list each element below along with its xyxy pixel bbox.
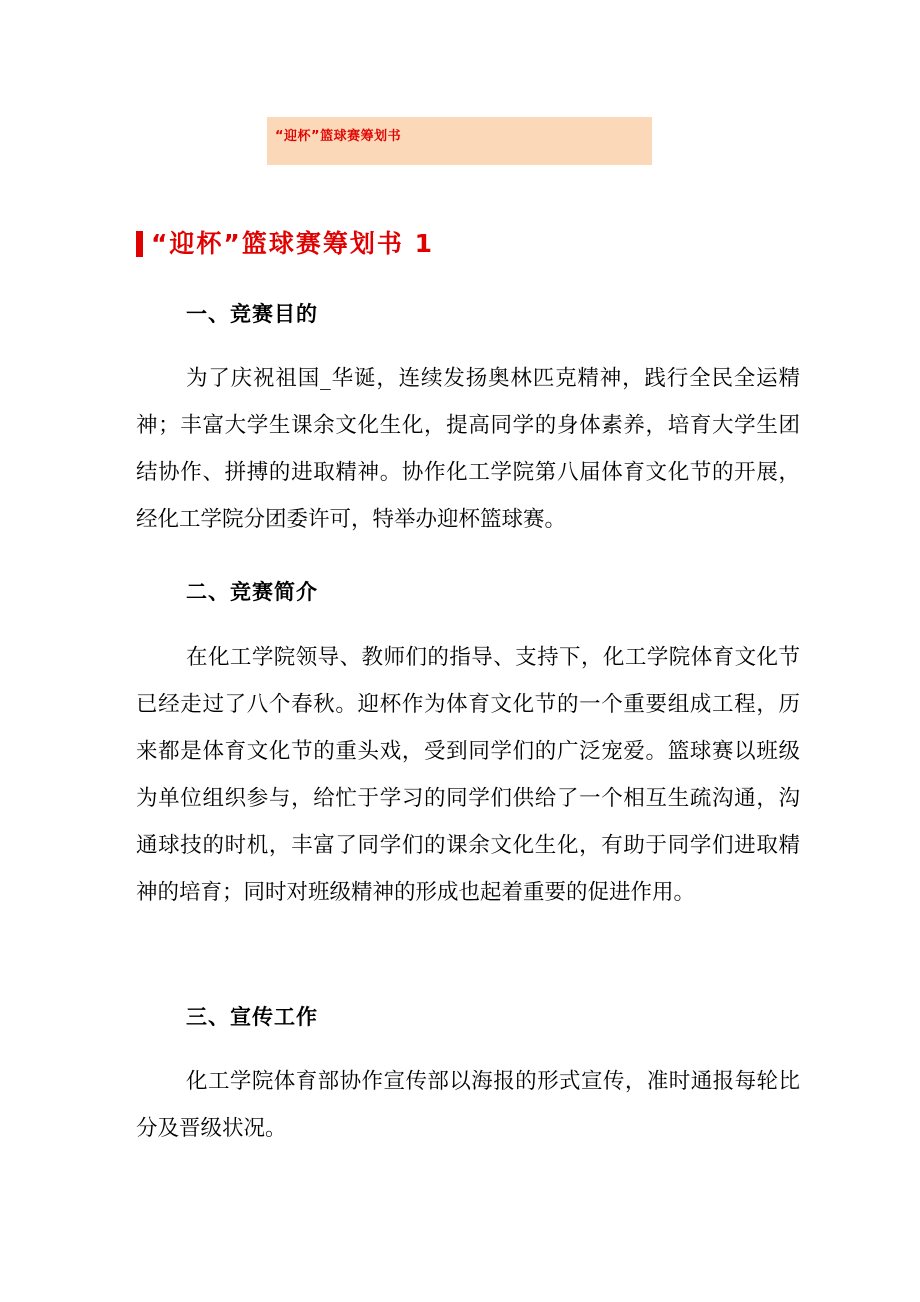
section-title-1: 一、竞赛目的 — [186, 302, 318, 326]
section-body-1: 为了庆祝祖国_华诞，连续发扬奥林匹克精神，践行全民全运精神；丰富大学生课余文化生化，提高同学的身体素养，培育大学生团结协作、拼搏的进取精神。协作化工学院第八届体育文化节的开展，经化工学院分团委许可，特举办迎杯篮球赛。 — [136, 366, 800, 532]
header-banner — [267, 117, 652, 165]
section-title-3: 三、宣传工作 — [186, 1005, 318, 1029]
document-heading — [136, 224, 434, 260]
heading-marker-bar — [136, 231, 143, 257]
heading-text: “迎杯”篮球赛筹划书 1 — [151, 229, 434, 258]
section-title-2: 二、竞赛简介 — [186, 580, 318, 604]
header-banner-text: “迎杯”篮球赛筹划书 — [275, 129, 402, 144]
section-body-3: 化工学院体育部协作宣传部以海报的形式宣传，准时通报每轮比分及晋级状况。 — [136, 1069, 800, 1141]
section-body-2: 在化工学院领导、教师们的指导、支持下，化工学院体育文化节已经走过了八个春秋。迎杯作为体育文化节的一个重要组成工程，历来都是体育文化节的重头戏，受到同学们的广泛宠爱。篮球赛以班级为单位组织参与，给忙于学习的同学们供给了一个相互生疏沟通，沟通球技的时机，丰富了同学们的课余文化生化，有助于同学们进取精神的培育；同时对班级精神的形成也起着重要的促进作用。 — [136, 645, 800, 905]
